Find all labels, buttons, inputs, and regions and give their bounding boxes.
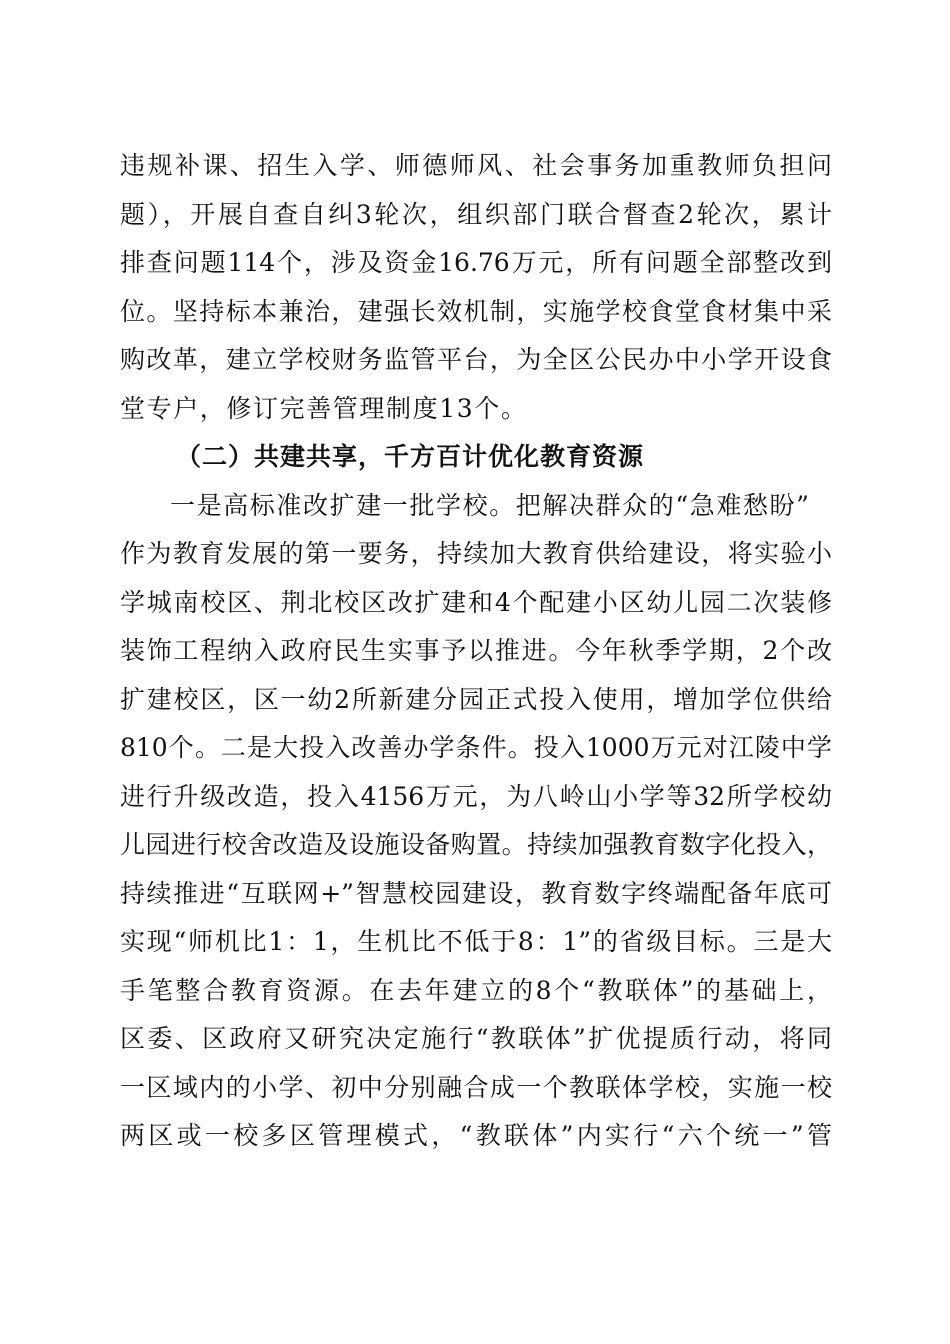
paragraph-line: 一区域内的小学、初中分别融合成一个教联体学校，实施一校: [120, 1072, 832, 1102]
paragraph-line: 题），开展自查自纠3轮次，组织部门联合督查2轮次，累计: [120, 199, 832, 229]
paragraph-line: 儿园进行校舍改造及设施设备购置。持续加强教育数字化投入，: [120, 830, 832, 859]
document-body: [120, 142, 832, 1161]
paragraph-line: 持续推进“互联网+”智慧校园建设，教育数字终端配备年底可: [120, 878, 832, 908]
paragraph-line: 购改革，建立学校财务监管平台，为全区公民办中小学开设食: [120, 345, 832, 374]
paragraph-line: 作为教育发展的第一要务，持续加大教育供给建设，将实验小: [120, 539, 832, 568]
paragraph-line: 手笔整合教育资源。在去年建立的8个“教联体”的基础上，: [120, 975, 832, 1005]
paragraph-line: 实现“师机比1：1，生机比不低于8：1”的省级目标。三是大: [120, 927, 832, 956]
section-heading: （二）共建共享，千方百计优化教育资源: [176, 442, 645, 471]
paragraph-line: 810个。二是大投入改善办学条件。投入1000万元对江陵中学: [120, 733, 832, 762]
paragraph-line: 装饰工程纳入政府民生实事予以推进。今年秋季学期，2个改: [120, 636, 832, 665]
paragraph-line: 扩建校区，区一幼2所新建分园正式投入使用，增加学位供给: [120, 684, 832, 714]
paragraph-line: 进行升级改造，投入4156万元，为八岭山小学等32所学校幼: [120, 781, 832, 811]
paragraph-line: 两区或一校多区管理模式，“教联体”内实行“六个统一”管: [120, 1121, 832, 1150]
paragraph-line: 一是高标准改扩建一批学校。把解决群众的“急难愁盼”: [170, 490, 811, 520]
paragraph-line: 堂专户，修订完善管理制度13个。: [120, 393, 528, 423]
paragraph-line: 区委、区政府又研究决定施行“教联体”扩优提质行动，将同: [120, 1024, 832, 1053]
paragraph-line: 学城南校区、荆北校区改扩建和4个配建小区幼儿园二次装修: [120, 587, 832, 617]
paragraph-line: 违规补课、招生入学、师德师风、社会事务加重教师负担问: [120, 151, 832, 180]
paragraph-line: 排查问题114个，涉及资金16.76万元，所有问题全部整改到: [120, 248, 832, 277]
paragraph-line: 位。坚持标本兼治，建强长效机制，实施学校食堂食材集中采: [120, 296, 832, 326]
